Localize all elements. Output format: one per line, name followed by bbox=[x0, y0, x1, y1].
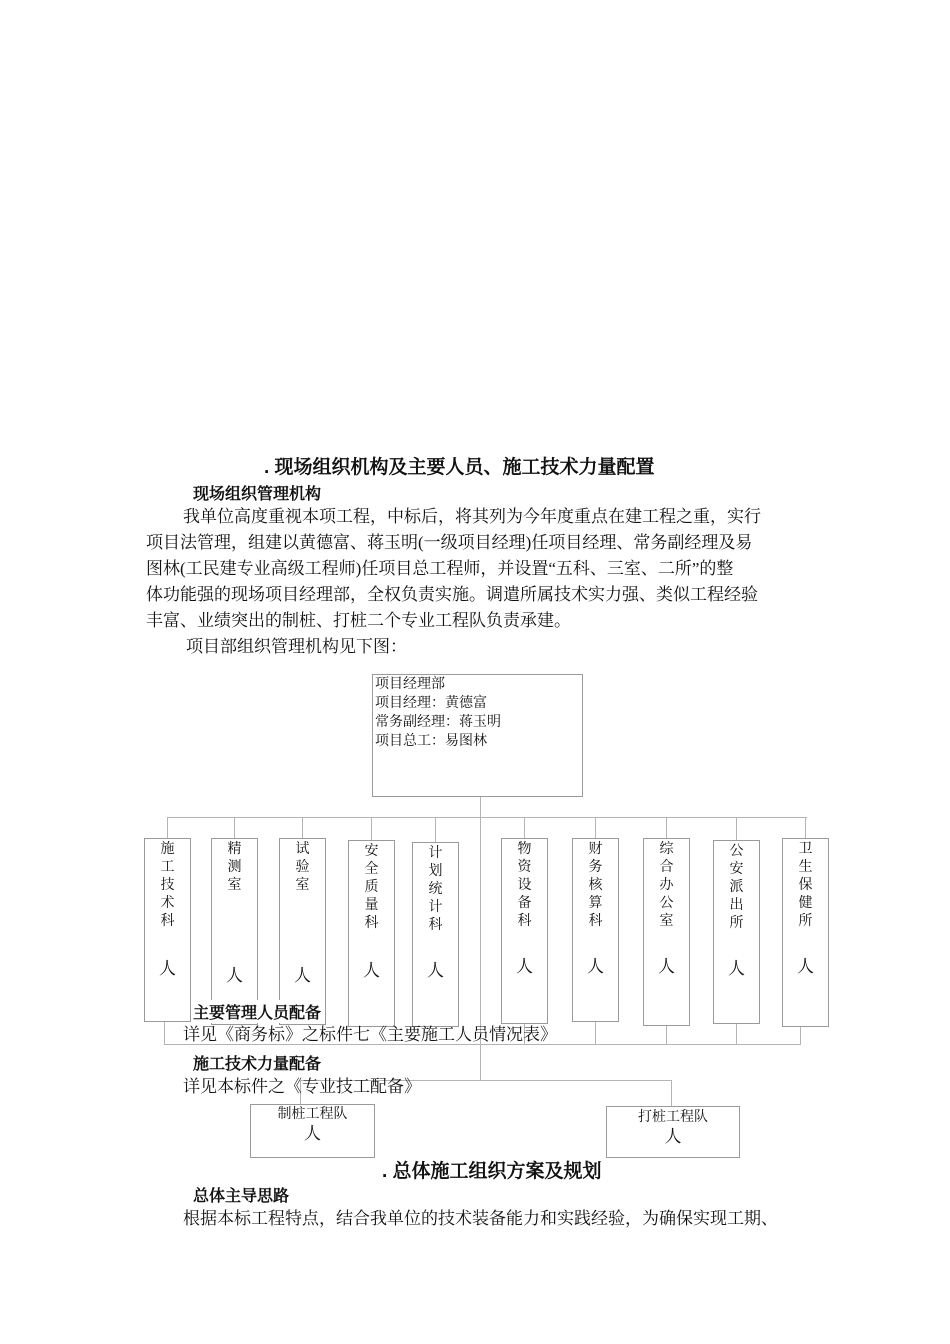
department-name bbox=[413, 845, 458, 935]
department-name bbox=[783, 841, 828, 931]
department-name-char: 室 bbox=[295, 878, 310, 893]
subsection-text-force: 详见本标件之《专业技工配备》 bbox=[183, 1077, 421, 1096]
department-name-char: 全 bbox=[364, 862, 379, 877]
department-box bbox=[713, 840, 760, 1024]
department-name-char: 财 bbox=[588, 842, 603, 857]
paragraph-line: 体功能强的现场项目经理部，全权负责实施。调遣所属技术实力强、类似工程经验 bbox=[146, 585, 758, 604]
dept-drop-line bbox=[302, 817, 303, 839]
department-name-char: 划 bbox=[428, 864, 443, 879]
department-name bbox=[502, 841, 547, 931]
department-name-char: 健 bbox=[798, 896, 813, 911]
department-name-char: 科 bbox=[588, 914, 603, 929]
department-name-char: 所 bbox=[729, 916, 744, 931]
department-name-char: 公 bbox=[659, 896, 674, 911]
department-name-char: 综 bbox=[659, 842, 674, 857]
department-name-char: 保 bbox=[798, 878, 813, 893]
paragraph-line: 根据本标工程特点，结合我单位的技术装备能力和实践经验，为确保实现工期、 bbox=[183, 1209, 778, 1228]
department-name-char: 计 bbox=[428, 846, 443, 861]
department-box bbox=[348, 840, 395, 1027]
department-box bbox=[643, 838, 690, 1026]
department-name-char: 资 bbox=[517, 860, 532, 875]
department-name-char: 统 bbox=[428, 882, 443, 897]
paragraph-line: 项目法管理，组建以黄德富、蒋玉明(一级项目经理)任项目经理、常务副经理及易 bbox=[146, 533, 753, 552]
team-count: 人 bbox=[304, 1124, 321, 1143]
department-name bbox=[573, 841, 618, 931]
dept-drop-line bbox=[736, 817, 737, 841]
manager-box-line: 项目总工：易图林 bbox=[375, 734, 487, 749]
department-name-char: 施 bbox=[160, 842, 175, 857]
department-name-char: 计 bbox=[428, 900, 443, 915]
department-name-char: 核 bbox=[588, 878, 603, 893]
department-box bbox=[211, 838, 258, 1025]
department-name bbox=[644, 841, 689, 931]
dept-rise-line bbox=[164, 1022, 165, 1045]
department-name-char: 工 bbox=[160, 860, 175, 875]
department-name-char: 量 bbox=[364, 898, 379, 913]
department-name-char: 室 bbox=[227, 878, 242, 893]
dept-bus-line bbox=[167, 817, 807, 818]
dept-drop-line bbox=[435, 817, 436, 843]
department-name-char: 公 bbox=[729, 844, 744, 859]
department-name-char: 所 bbox=[798, 914, 813, 929]
department-name bbox=[145, 841, 190, 931]
department-count: 人 bbox=[516, 957, 533, 976]
department-name bbox=[349, 843, 394, 933]
department-name-char: 生 bbox=[798, 860, 813, 875]
department-box bbox=[572, 838, 619, 1022]
department-count: 人 bbox=[159, 959, 176, 978]
dept-drop-line bbox=[524, 817, 525, 839]
department-count: 人 bbox=[587, 957, 604, 976]
department-count: 人 bbox=[294, 966, 311, 985]
subsection-title-force: 施工技术力量配备 bbox=[193, 1051, 323, 1074]
team-box bbox=[606, 1106, 740, 1158]
department-name-char: 科 bbox=[364, 916, 379, 931]
team-name: 制桩工程队 bbox=[277, 1107, 348, 1122]
subsection-title-approach: 总体主导思路 bbox=[193, 1188, 290, 1205]
department-name-char: 派 bbox=[729, 880, 744, 895]
department-count: 人 bbox=[363, 961, 380, 980]
department-box bbox=[501, 838, 548, 1024]
dept-drop-line bbox=[805, 817, 806, 839]
department-box bbox=[782, 838, 829, 1027]
subsection-title-staff: 主要管理人员配备 bbox=[193, 1000, 323, 1023]
team-box bbox=[250, 1104, 375, 1158]
department-name-char: 试 bbox=[295, 842, 310, 857]
dept-rise-line bbox=[800, 1027, 801, 1045]
department-name-char: 科 bbox=[517, 914, 532, 929]
dept-rise-line bbox=[595, 1022, 596, 1045]
paragraph-line: 图林(工民建专业高级工程师)任项目总工程师，并设置“五科、三室、二所”的整 bbox=[146, 559, 734, 578]
department-name-char: 质 bbox=[364, 880, 379, 895]
department-name-char: 设 bbox=[517, 878, 532, 893]
department-box bbox=[412, 842, 459, 1027]
team-name: 打桩工程队 bbox=[638, 1110, 708, 1125]
section-title-2: . 总体施工组织方案及规划 bbox=[382, 1161, 602, 1182]
manager-box-line: 常务副经理：蒋玉明 bbox=[375, 715, 501, 730]
department-name-char: 物 bbox=[517, 842, 532, 857]
subsection-title-org: 现场组织管理机构 bbox=[193, 486, 322, 503]
dept-drop-line bbox=[666, 817, 667, 839]
manager-box-line: 项目经理部 bbox=[375, 677, 445, 692]
department-name-char: 技 bbox=[160, 878, 175, 893]
department-name-char: 科 bbox=[160, 914, 175, 929]
paragraph-line: 我单位高度重视本项工程，中标后，将其列为今年度重点在建工程之重，实行 bbox=[183, 507, 761, 526]
department-name-char: 测 bbox=[227, 860, 242, 875]
dept-drop-line bbox=[595, 817, 596, 839]
dept-drop-line bbox=[234, 817, 235, 839]
department-name-char: 卫 bbox=[798, 842, 813, 857]
dept-drop-line bbox=[167, 817, 168, 839]
department-name-char: 安 bbox=[364, 844, 379, 859]
dept-rise-line bbox=[736, 1024, 737, 1045]
department-name-char: 出 bbox=[729, 898, 744, 913]
department-name-char: 验 bbox=[295, 860, 310, 875]
department-name-char: 科 bbox=[428, 918, 443, 933]
section-title: . 现场组织机构及主要人员、施工技术力量配置 bbox=[264, 457, 655, 478]
team-drop-line bbox=[671, 1080, 672, 1107]
paragraph-line: 丰富、业绩突出的制桩、打桩二个专业工程队负责承建。 bbox=[146, 611, 571, 630]
project-manager-box bbox=[372, 674, 583, 797]
department-name-char: 办 bbox=[659, 878, 674, 893]
department-count: 人 bbox=[728, 959, 745, 978]
subsection-text-staff: 详见《商务标》之标件七《主要施工人员情况表》 bbox=[183, 1025, 557, 1044]
department-name-char: 精 bbox=[227, 842, 242, 857]
manager-box-line: 项目经理：黄德富 bbox=[375, 696, 487, 711]
dept-drop-line bbox=[371, 817, 372, 841]
team-count: 人 bbox=[664, 1127, 682, 1146]
department-count: 人 bbox=[797, 957, 814, 976]
department-name bbox=[212, 841, 257, 895]
department-box bbox=[279, 838, 326, 1025]
department-name-char: 备 bbox=[517, 896, 532, 911]
department-name-char: 算 bbox=[588, 896, 603, 911]
department-count: 人 bbox=[658, 957, 675, 976]
department-name-char: 术 bbox=[160, 896, 175, 911]
department-count: 人 bbox=[226, 966, 243, 985]
department-name-char: 务 bbox=[588, 860, 603, 875]
department-name bbox=[714, 843, 759, 933]
department-name-char: 合 bbox=[659, 860, 674, 875]
department-count: 人 bbox=[427, 961, 444, 980]
department-box bbox=[144, 838, 191, 1022]
department-name-char: 室 bbox=[659, 914, 674, 929]
department-name bbox=[280, 841, 325, 895]
chart-intro: 项目部组织管理机构见下图： bbox=[186, 637, 407, 656]
department-name-char: 安 bbox=[729, 862, 744, 877]
dept-rise-line bbox=[666, 1026, 667, 1045]
